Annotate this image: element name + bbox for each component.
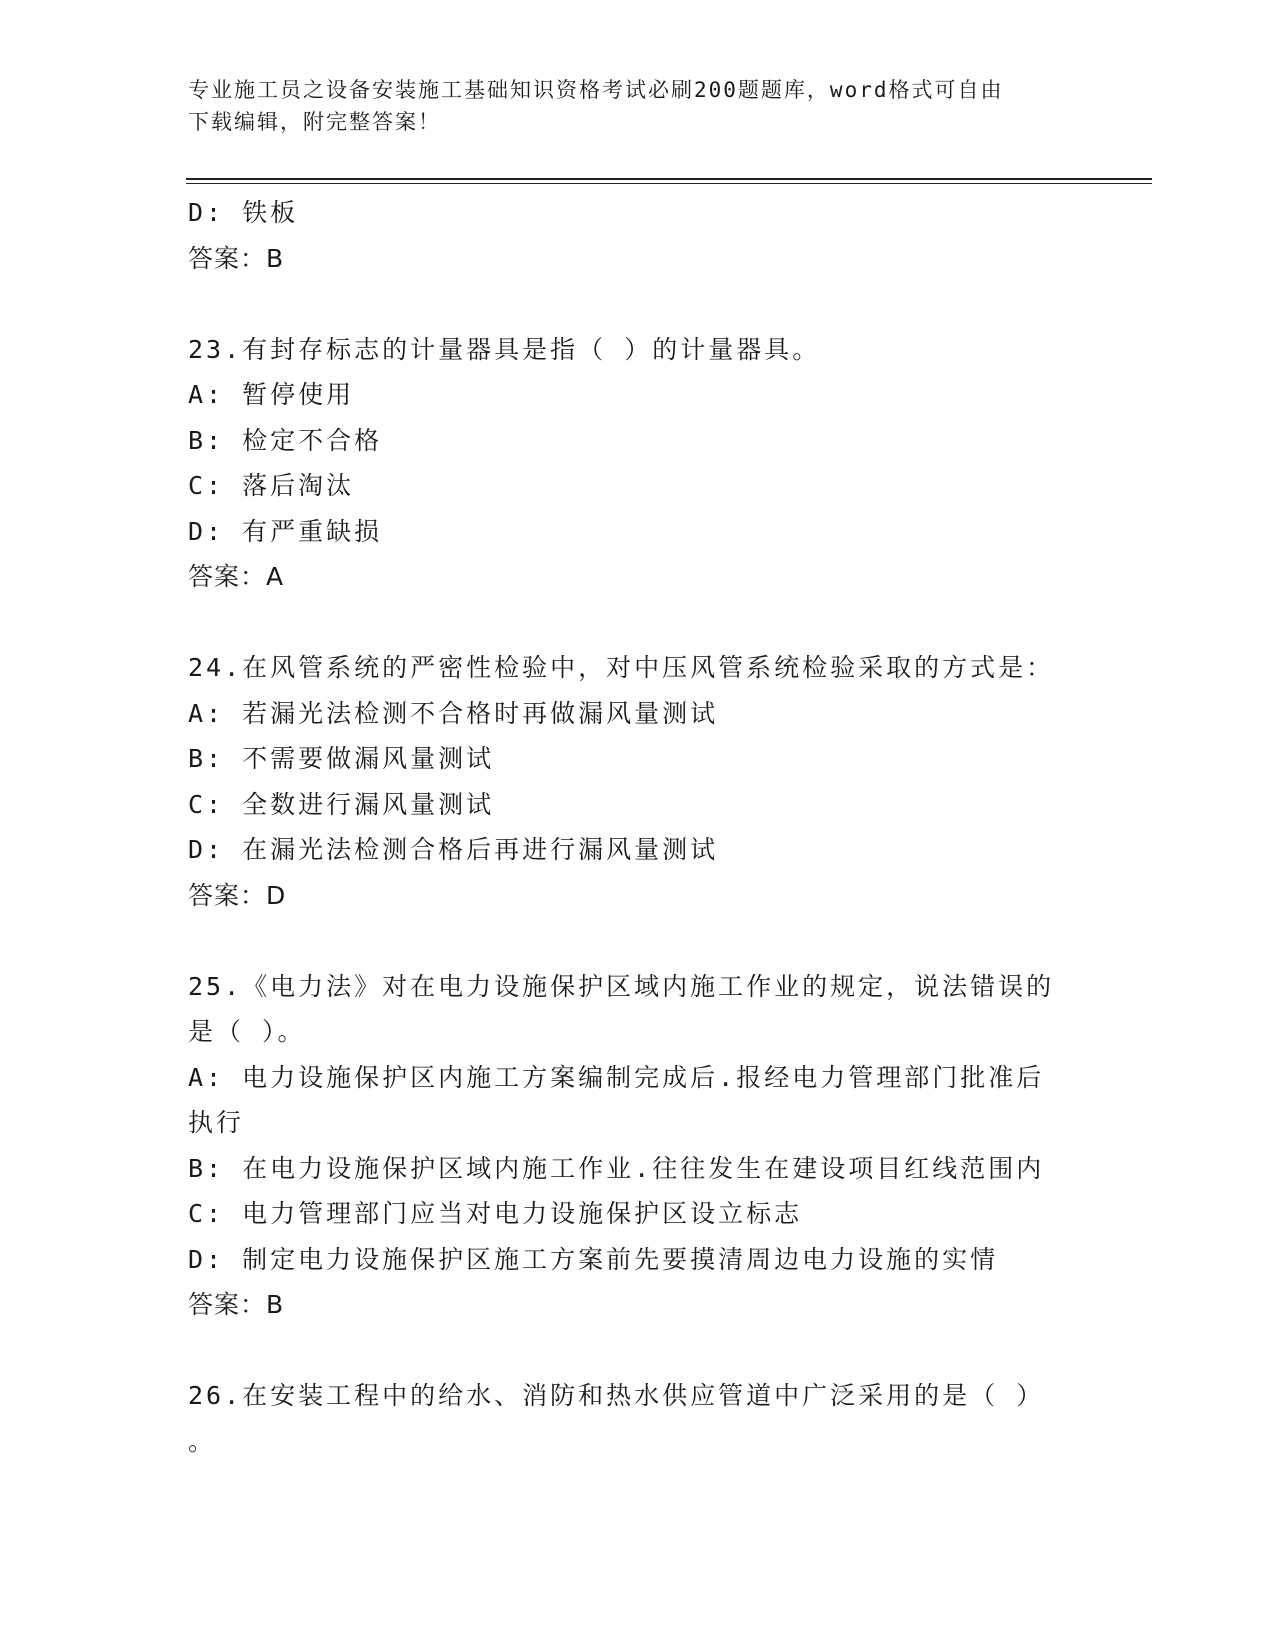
option-d: D: 在漏光法检测合格后再进行漏风量测试 [188,835,719,864]
option-a-line-2: 执行 [188,1108,245,1137]
question-list [188,190,1088,1464]
answer-line: 答案：A [188,562,285,591]
question-stem-line-1: 25.《电力法》对在电力设施保护区域内施工作业的规定，说法错误的 [188,971,1055,1001]
option-b: B: 在电力设施保护区域内施工作业.往往发生在建设项目红线范围内 [188,1153,1045,1183]
option-d: D: 制定电力设施保护区施工方案前先要摸清周边电力设施的实情 [188,1244,999,1274]
option-a-line-1: A: 电力设施保护区内施工方案编制完成后.报经电力管理部门批准后 [188,1062,1045,1092]
header-title-line-2: 下载编辑，附完整答案！ [188,110,441,134]
option-c: C: 电力管理部门应当对电力设施保护区设立标志 [188,1199,803,1228]
question-26 [188,1373,1088,1464]
question-24 [188,645,1088,918]
spacer [188,918,1088,964]
question-stem: 24.在风管系统的严密性检验中，对中压风管系统检验采取的方式是： [188,653,1055,682]
header-divider-thin [186,183,1152,184]
question-stem-line-2: 。 [188,1426,217,1456]
spacer [188,281,1088,327]
answer-line: 答案：D [188,880,287,910]
header-divider-thick [186,178,1152,180]
spacer [188,600,1088,646]
option-c: C: 落后淘汰 [188,471,355,500]
option-d: D: 铁板 [188,198,299,227]
question-25 [188,964,1088,1328]
spacer [188,1328,1088,1374]
option-a: A: 若漏光法检测不合格时再做漏风量测试 [188,698,719,728]
option-d: D: 有严重缺损 [188,516,383,546]
question-stem-line-1: 26.在安装工程中的给水、消防和热水供应管道中广泛采用的是（ ） [188,1381,1045,1410]
option-c: C: 全数进行漏风量测试 [188,789,495,819]
question-stem: 23.有封存标志的计量器具是指（ ）的计量器具。 [188,334,821,364]
answer-line: 答案：B [188,243,285,273]
option-a: A: 暂停使用 [188,380,355,409]
document-header [188,74,1088,138]
question-23 [188,327,1088,600]
answer-line: 答案：B [188,1290,285,1319]
header-title-line-1: 专业施工员之设备安装施工基础知识资格考试必刷200题题库，word格式可自由 [188,78,1004,102]
option-b: B: 不需要做漏风量测试 [188,744,495,773]
question-22-tail [188,190,1088,281]
question-stem-line-2: 是（ ）。 [188,1017,306,1046]
option-b: B: 检定不合格 [188,425,383,455]
